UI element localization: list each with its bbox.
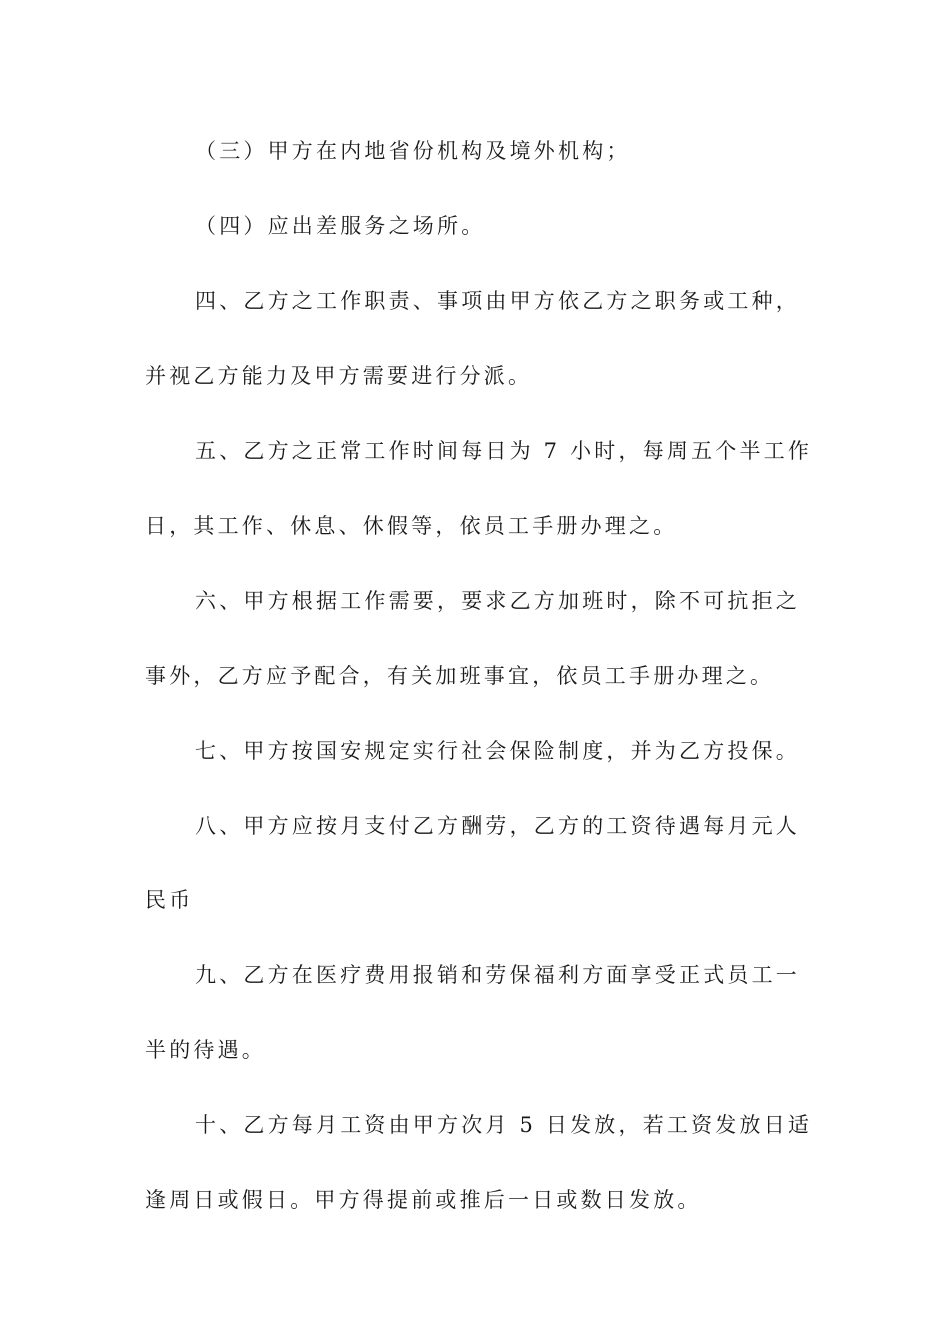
text-line: （四）应出差服务之场所。 (195, 214, 486, 238)
text-line: 五、乙方之正常工作时间每日为 7 小时，每周五个半工作 (195, 439, 813, 463)
text-line: 日，其工作、休息、休假等，依员工手册办理之。 (145, 514, 678, 538)
text-line: 八、甲方应按月支付乙方酬劳，乙方的工资待遇每月元人 (195, 814, 800, 838)
text-line: 七、甲方按国安规定实行社会保险制度，并为乙方投保。 (195, 739, 800, 763)
text-line: 半的待遇。 (145, 1038, 266, 1062)
text-line: 逢周日或假日。甲方得提前或推后一日或数日发放。 (145, 1188, 702, 1212)
text-line: （三）甲方在内地省份机构及境外机构； (195, 139, 631, 163)
text-line: 十、乙方每月工资由甲方次月 5 日发放，若工资发放日适 (195, 1113, 813, 1137)
text-line: 事外，乙方应予配合，有关加班事宜，依员工手册办理之。 (145, 664, 775, 688)
text-line: 九、乙方在医疗费用报销和劳保福利方面享受正式员工一 (195, 963, 800, 987)
text-line: 民币 (145, 888, 194, 912)
text-line: 并视乙方能力及甲方需要进行分派。 (145, 364, 533, 388)
text-line: 四、乙方之工作职责、事项由甲方依乙方之职务或工种， (195, 289, 800, 313)
text-line: 六、甲方根据工作需要，要求乙方加班时，除不可抗拒之 (195, 589, 800, 613)
